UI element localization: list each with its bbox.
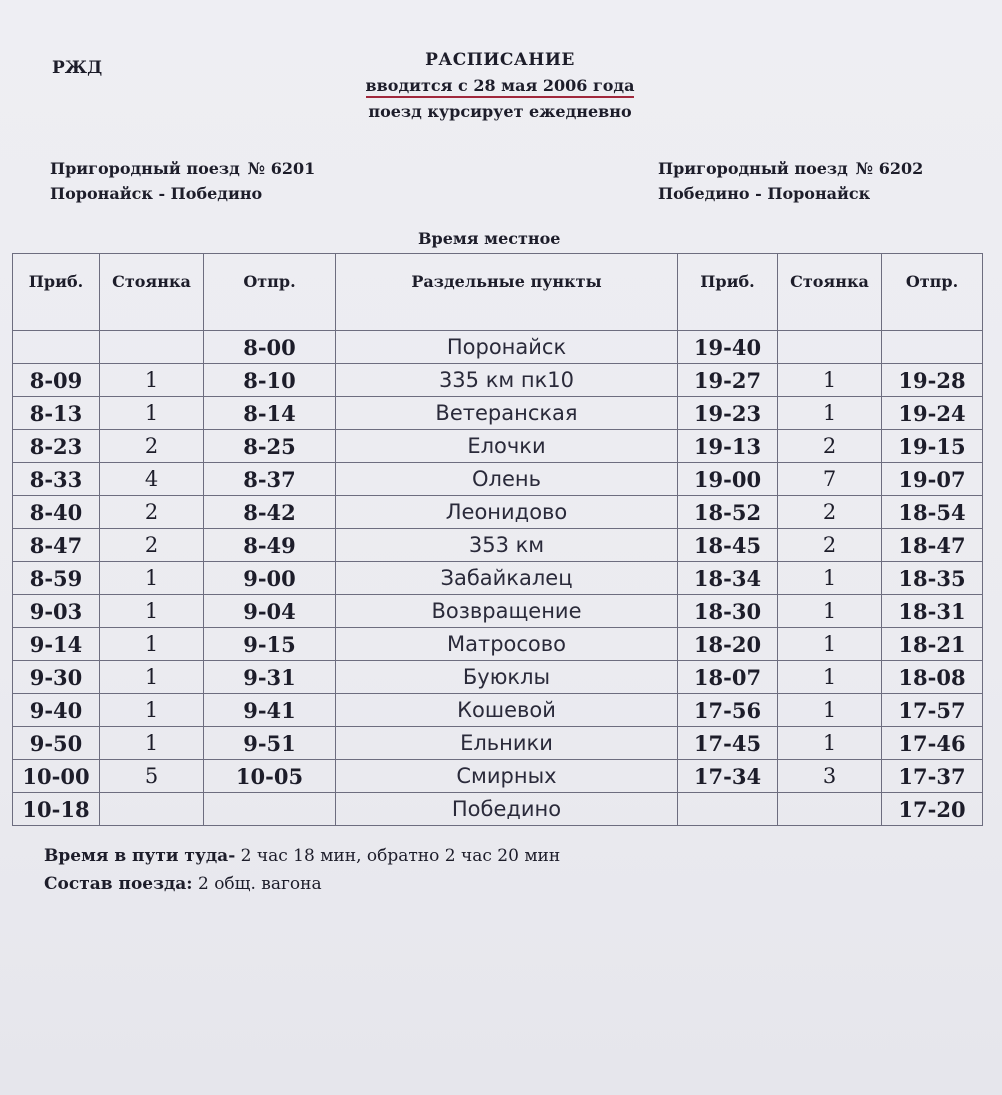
stop-back-cell: 2 xyxy=(778,430,882,463)
arrival-cell: 9-40 xyxy=(13,694,100,727)
departure-back-cell: 18-08 xyxy=(882,661,983,694)
table-row xyxy=(13,463,983,496)
departure-cell: 8-49 xyxy=(204,529,336,562)
station-cell: Забайкалец xyxy=(336,562,678,595)
composition-value: 2 общ. вагона xyxy=(192,874,322,894)
stop-cell: 4 xyxy=(100,463,204,496)
arrival-back-cell: 17-34 xyxy=(678,760,778,793)
departure-cell: 9-04 xyxy=(204,595,336,628)
arrival-back-cell: 18-07 xyxy=(678,661,778,694)
frequency-note: поезд курсирует ежедневно xyxy=(368,102,632,121)
col-header-stop: Стоянка xyxy=(100,254,204,331)
arrival-cell: 8-40 xyxy=(13,496,100,529)
stop-back-cell: 1 xyxy=(778,628,882,661)
station-cell: 335 км пк10 xyxy=(336,364,678,397)
arrival-cell: 8-47 xyxy=(13,529,100,562)
arrival-cell: 9-50 xyxy=(13,727,100,760)
arrival-back-cell: 19-13 xyxy=(678,430,778,463)
departure-cell: 9-51 xyxy=(204,727,336,760)
departure-cell xyxy=(204,793,336,826)
stop-back-cell: 2 xyxy=(778,529,882,562)
schedule-table xyxy=(12,253,983,826)
departure-back-cell: 18-47 xyxy=(882,529,983,562)
departure-back-cell xyxy=(882,331,983,364)
arrival-cell: 9-14 xyxy=(13,628,100,661)
stop-cell xyxy=(100,793,204,826)
stop-cell: 2 xyxy=(100,496,204,529)
table-row xyxy=(13,760,983,793)
org-name: РЖД xyxy=(52,58,103,78)
stop-back-cell: 1 xyxy=(778,661,882,694)
arrival-cell: 8-59 xyxy=(13,562,100,595)
station-cell: Ветеранская xyxy=(336,397,678,430)
arrival-cell: 9-30 xyxy=(13,661,100,694)
station-cell: Елочки xyxy=(336,430,678,463)
stop-cell: 1 xyxy=(100,595,204,628)
stop-cell: 1 xyxy=(100,694,204,727)
departure-cell: 10-05 xyxy=(204,760,336,793)
col-header-stations: Раздельные пункты xyxy=(336,254,678,331)
departure-back-cell: 19-15 xyxy=(882,430,983,463)
train-forward-number: № 6201 xyxy=(247,159,316,178)
stop-back-cell xyxy=(778,793,882,826)
train-forward-route: Поронайск - Победино xyxy=(50,184,263,203)
station-cell: Кошевой xyxy=(336,694,678,727)
footer xyxy=(44,842,560,898)
table-row xyxy=(13,331,983,364)
departure-cell: 8-10 xyxy=(204,364,336,397)
stop-cell xyxy=(100,331,204,364)
travel-time-label: Время в пути туда- xyxy=(44,846,236,866)
departure-cell: 9-41 xyxy=(204,694,336,727)
departure-back-cell: 17-20 xyxy=(882,793,983,826)
stop-back-cell: 1 xyxy=(778,364,882,397)
arrival-cell: 9-03 xyxy=(13,595,100,628)
departure-cell: 8-42 xyxy=(204,496,336,529)
table-row xyxy=(13,595,983,628)
arrival-back-cell: 19-27 xyxy=(678,364,778,397)
station-cell: Победино xyxy=(336,793,678,826)
departure-cell: 9-15 xyxy=(204,628,336,661)
departure-cell: 8-25 xyxy=(204,430,336,463)
table-row xyxy=(13,529,983,562)
departure-back-cell: 17-57 xyxy=(882,694,983,727)
station-cell: Возвращение xyxy=(336,595,678,628)
train-back xyxy=(658,156,923,206)
travel-time-value: 2 час 18 мин, обратно 2 час 20 мин xyxy=(235,846,561,866)
train-back-route: Победино - Поронайск xyxy=(658,184,871,203)
arrival-back-cell: 18-52 xyxy=(678,496,778,529)
station-cell: Смирных xyxy=(336,760,678,793)
stop-cell: 1 xyxy=(100,661,204,694)
stop-cell: 2 xyxy=(100,529,204,562)
table-row xyxy=(13,562,983,595)
table-row xyxy=(13,694,983,727)
table-row xyxy=(13,397,983,430)
departure-cell: 9-31 xyxy=(204,661,336,694)
col-header-arrival: Приб. xyxy=(13,254,100,331)
arrival-back-cell: 17-56 xyxy=(678,694,778,727)
train-forward-label: Пригородный поезд xyxy=(50,159,240,178)
departure-back-cell: 19-24 xyxy=(882,397,983,430)
col-header-stop-back: Стоянка xyxy=(778,254,882,331)
stop-cell: 1 xyxy=(100,562,204,595)
stop-back-cell: 3 xyxy=(778,760,882,793)
stop-back-cell: 1 xyxy=(778,727,882,760)
table-row xyxy=(13,661,983,694)
effective-date: вводится с 28 мая 2006 года xyxy=(366,76,635,98)
arrival-back-cell xyxy=(678,793,778,826)
departure-back-cell: 19-28 xyxy=(882,364,983,397)
stop-back-cell xyxy=(778,331,882,364)
col-header-departure: Отпр. xyxy=(204,254,336,331)
departure-back-cell: 17-46 xyxy=(882,727,983,760)
departure-back-cell: 18-31 xyxy=(882,595,983,628)
arrival-cell xyxy=(13,331,100,364)
arrival-back-cell: 19-40 xyxy=(678,331,778,364)
arrival-back-cell: 18-30 xyxy=(678,595,778,628)
stop-back-cell: 2 xyxy=(778,496,882,529)
stop-back-cell: 1 xyxy=(778,595,882,628)
train-back-label: Пригородный поезд xyxy=(658,159,848,178)
table-row xyxy=(13,727,983,760)
station-cell: Олень xyxy=(336,463,678,496)
table-row xyxy=(13,430,983,463)
station-cell: Матросово xyxy=(336,628,678,661)
train-back-number: № 6202 xyxy=(855,159,924,178)
arrival-back-cell: 19-23 xyxy=(678,397,778,430)
table-row xyxy=(13,496,983,529)
arrival-cell: 10-00 xyxy=(13,760,100,793)
departure-cell: 9-00 xyxy=(204,562,336,595)
document-title: РАСПИСАНИЕ xyxy=(425,50,575,70)
stop-cell: 1 xyxy=(100,364,204,397)
arrival-cell: 8-23 xyxy=(13,430,100,463)
departure-back-cell: 18-35 xyxy=(882,562,983,595)
stop-back-cell: 7 xyxy=(778,463,882,496)
arrival-cell: 10-18 xyxy=(13,793,100,826)
station-cell: Поронайск xyxy=(336,331,678,364)
departure-cell: 8-00 xyxy=(204,331,336,364)
station-cell: 353 км xyxy=(336,529,678,562)
stop-cell: 2 xyxy=(100,430,204,463)
departure-back-cell: 18-54 xyxy=(882,496,983,529)
stop-cell: 1 xyxy=(100,397,204,430)
stop-back-cell: 1 xyxy=(778,562,882,595)
table-row xyxy=(13,364,983,397)
departure-cell: 8-14 xyxy=(204,397,336,430)
stop-cell: 5 xyxy=(100,760,204,793)
table-row xyxy=(13,793,983,826)
stop-back-cell: 1 xyxy=(778,397,882,430)
arrival-cell: 8-33 xyxy=(13,463,100,496)
arrival-back-cell: 18-34 xyxy=(678,562,778,595)
local-time-note: Время местное xyxy=(418,229,561,248)
header-row xyxy=(13,254,983,331)
title-block xyxy=(330,50,670,121)
departure-back-cell: 17-37 xyxy=(882,760,983,793)
table-row xyxy=(13,628,983,661)
arrival-back-cell: 19-00 xyxy=(678,463,778,496)
departure-back-cell: 19-07 xyxy=(882,463,983,496)
stop-cell: 1 xyxy=(100,628,204,661)
station-cell: Леонидово xyxy=(336,496,678,529)
stop-cell: 1 xyxy=(100,727,204,760)
departure-cell: 8-37 xyxy=(204,463,336,496)
departure-back-cell: 18-21 xyxy=(882,628,983,661)
stop-back-cell: 1 xyxy=(778,694,882,727)
station-cell: Буюклы xyxy=(336,661,678,694)
station-cell: Ельники xyxy=(336,727,678,760)
arrival-back-cell: 18-45 xyxy=(678,529,778,562)
arrival-back-cell: 18-20 xyxy=(678,628,778,661)
arrival-back-cell: 17-45 xyxy=(678,727,778,760)
col-header-arrival-back: Приб. xyxy=(678,254,778,331)
arrival-cell: 8-09 xyxy=(13,364,100,397)
train-forward xyxy=(50,156,315,206)
composition-label: Состав поезда: xyxy=(44,874,193,894)
arrival-cell: 8-13 xyxy=(13,397,100,430)
col-header-departure-back: Отпр. xyxy=(882,254,983,331)
